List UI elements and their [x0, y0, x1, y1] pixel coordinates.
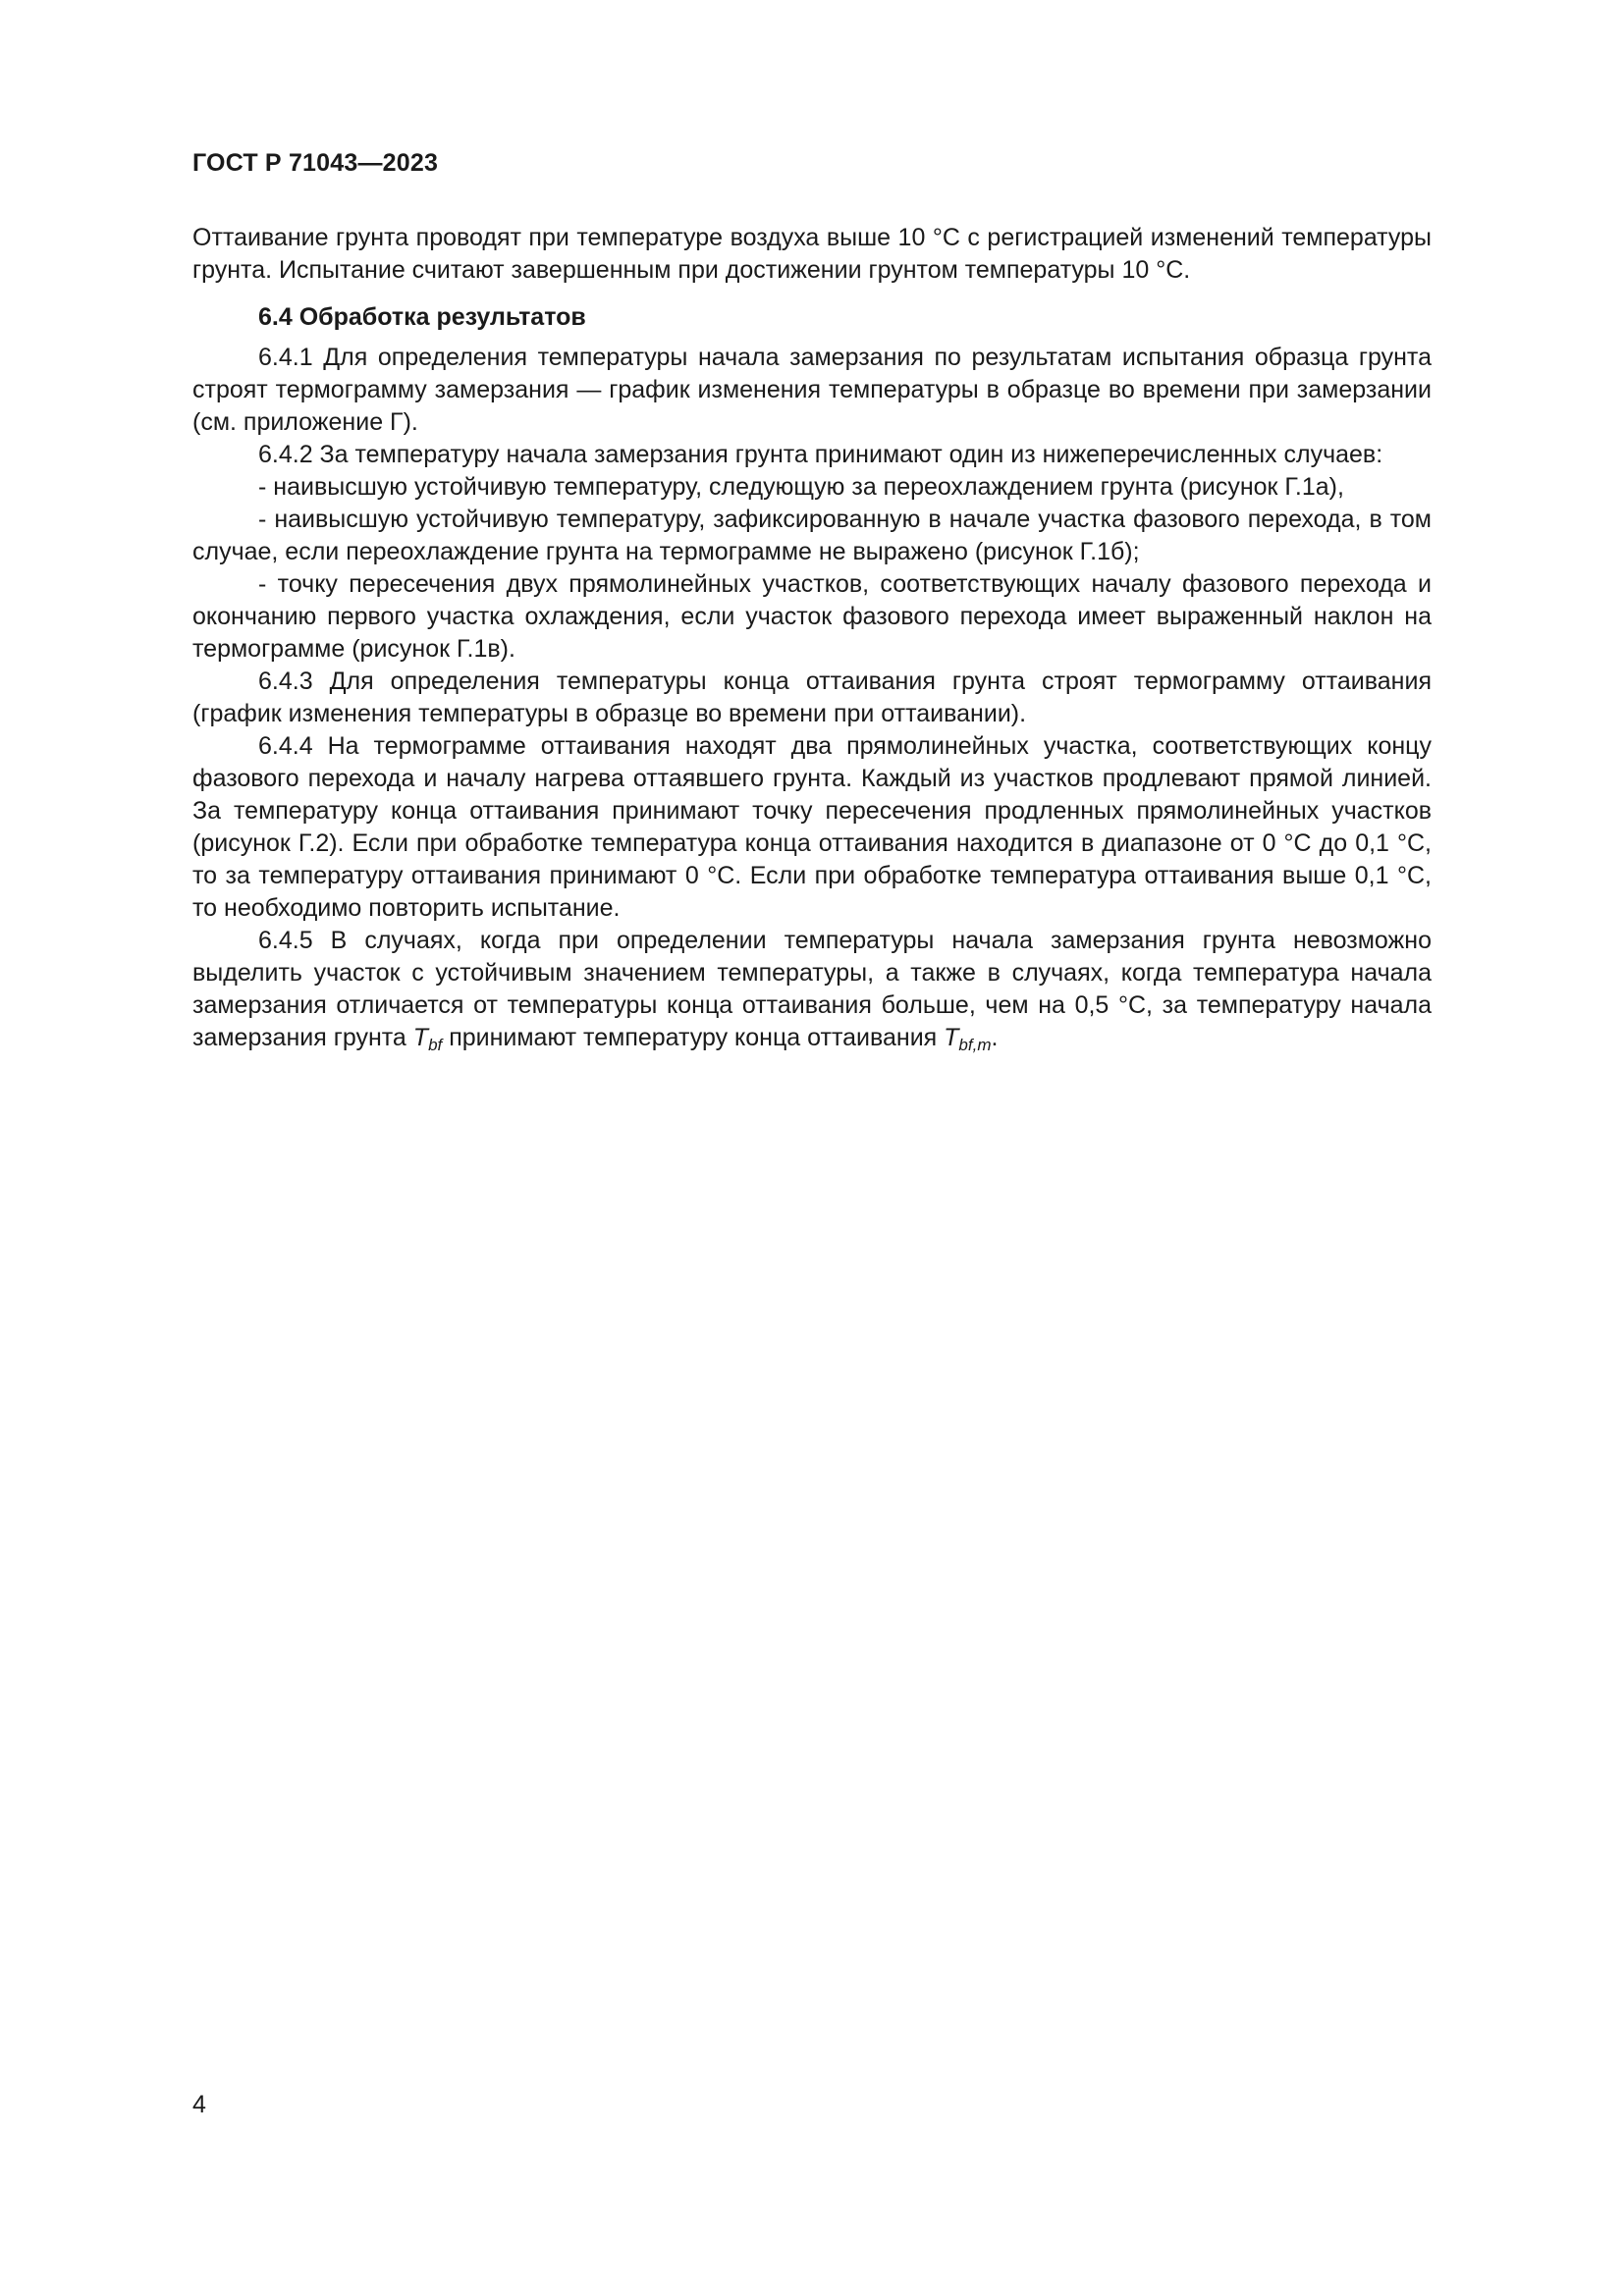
paragraph-6-4-1: 6.4.1 Для определения температуры начала замерзания по результатам испытания образца грунта строят термограмму замерзания — график изменения температуры в образце во времени при замерзании (см. приложение Г).: [192, 344, 1432, 436]
symbol-t-bf-m: $T_{bf,m}$: [944, 1024, 992, 1054]
document-body: [192, 222, 1432, 1054]
symbol-t-bf: $T_{bf}$: [412, 1024, 443, 1054]
list-item: - точку пересечения двух прямолинейных участков, соответствующих началу фазового перехода и окончанию первого участка охлаждения, если участок фазового перехода имеет выраженный наклон на термограмме (рисунок Г.1в).: [192, 570, 1432, 663]
list-item: - наивысшую устойчивую температуру, зафиксированную в начале участка фазового перехода, в том случае, если переохлаждение грунта на термограмме не выражено (рисунок Г.1б);: [192, 506, 1432, 565]
intro-paragraph: Оттаивание грунта проводят при температуре воздуха выше 10 °С с регистрацией изменений температуры грунта. Испытание считают завершенным при достижении грунтом температуры 10 °С.: [192, 224, 1432, 284]
paragraph-6-4-5-text: принимают температуру конца оттаивания: [442, 1024, 945, 1051]
paragraph-6-4-5: [192, 925, 1432, 1054]
paragraph-6-4-4: 6.4.4 На термограмме оттаивания находят два прямолинейных участка, соответствующих концу фазового перехода и началу нагрева оттаявшего грунта. Каждый из участков продлевают прямой линией. За температуру конца оттаивания принимают точку пересечения продленных прямолинейных участков (рисунок Г.2). Если при обработке температура конца оттаивания находится в диапазоне от 0 °С до 0,1 °С, то за температуру оттаивания принимают 0 °С. Если при обработке температура оттаивания выше 0,1 °С, то необходимо повторить испытание.: [192, 732, 1432, 922]
list-item: - наивысшую устойчивую температуру, следующую за переохлаждением грунта (рисунок Г.1а),: [258, 473, 1344, 501]
section-title: 6.4 Обработка результатов: [258, 303, 586, 331]
paragraph-6-4-5-text: .: [991, 1024, 999, 1051]
document-header: ГОСТ Р 71043—2023: [192, 149, 439, 177]
paragraph-6-4-2: 6.4.2 За температуру начала замерзания грунта принимают один из нижеперечисленных случаев:: [258, 441, 1383, 468]
page-number: 4: [192, 2091, 206, 2118]
paragraph-6-4-3: 6.4.3 Для определения температуры конца оттаивания грунта строят термограмму оттаивания (график изменения температуры в образце во времени при оттаивании).: [192, 667, 1432, 727]
paragraph-6-4-5-text: 6.4.5 В случаях, когда при определении температуры начала замерзания грунта невозможно выделить участок с устойчивым значением температуры, а также в случаях, когда температура начала замерзания отличается от температуры конца оттаивания больше, чем на 0,5 °С, за температуру начала замерзания грунта: [192, 927, 1432, 1051]
